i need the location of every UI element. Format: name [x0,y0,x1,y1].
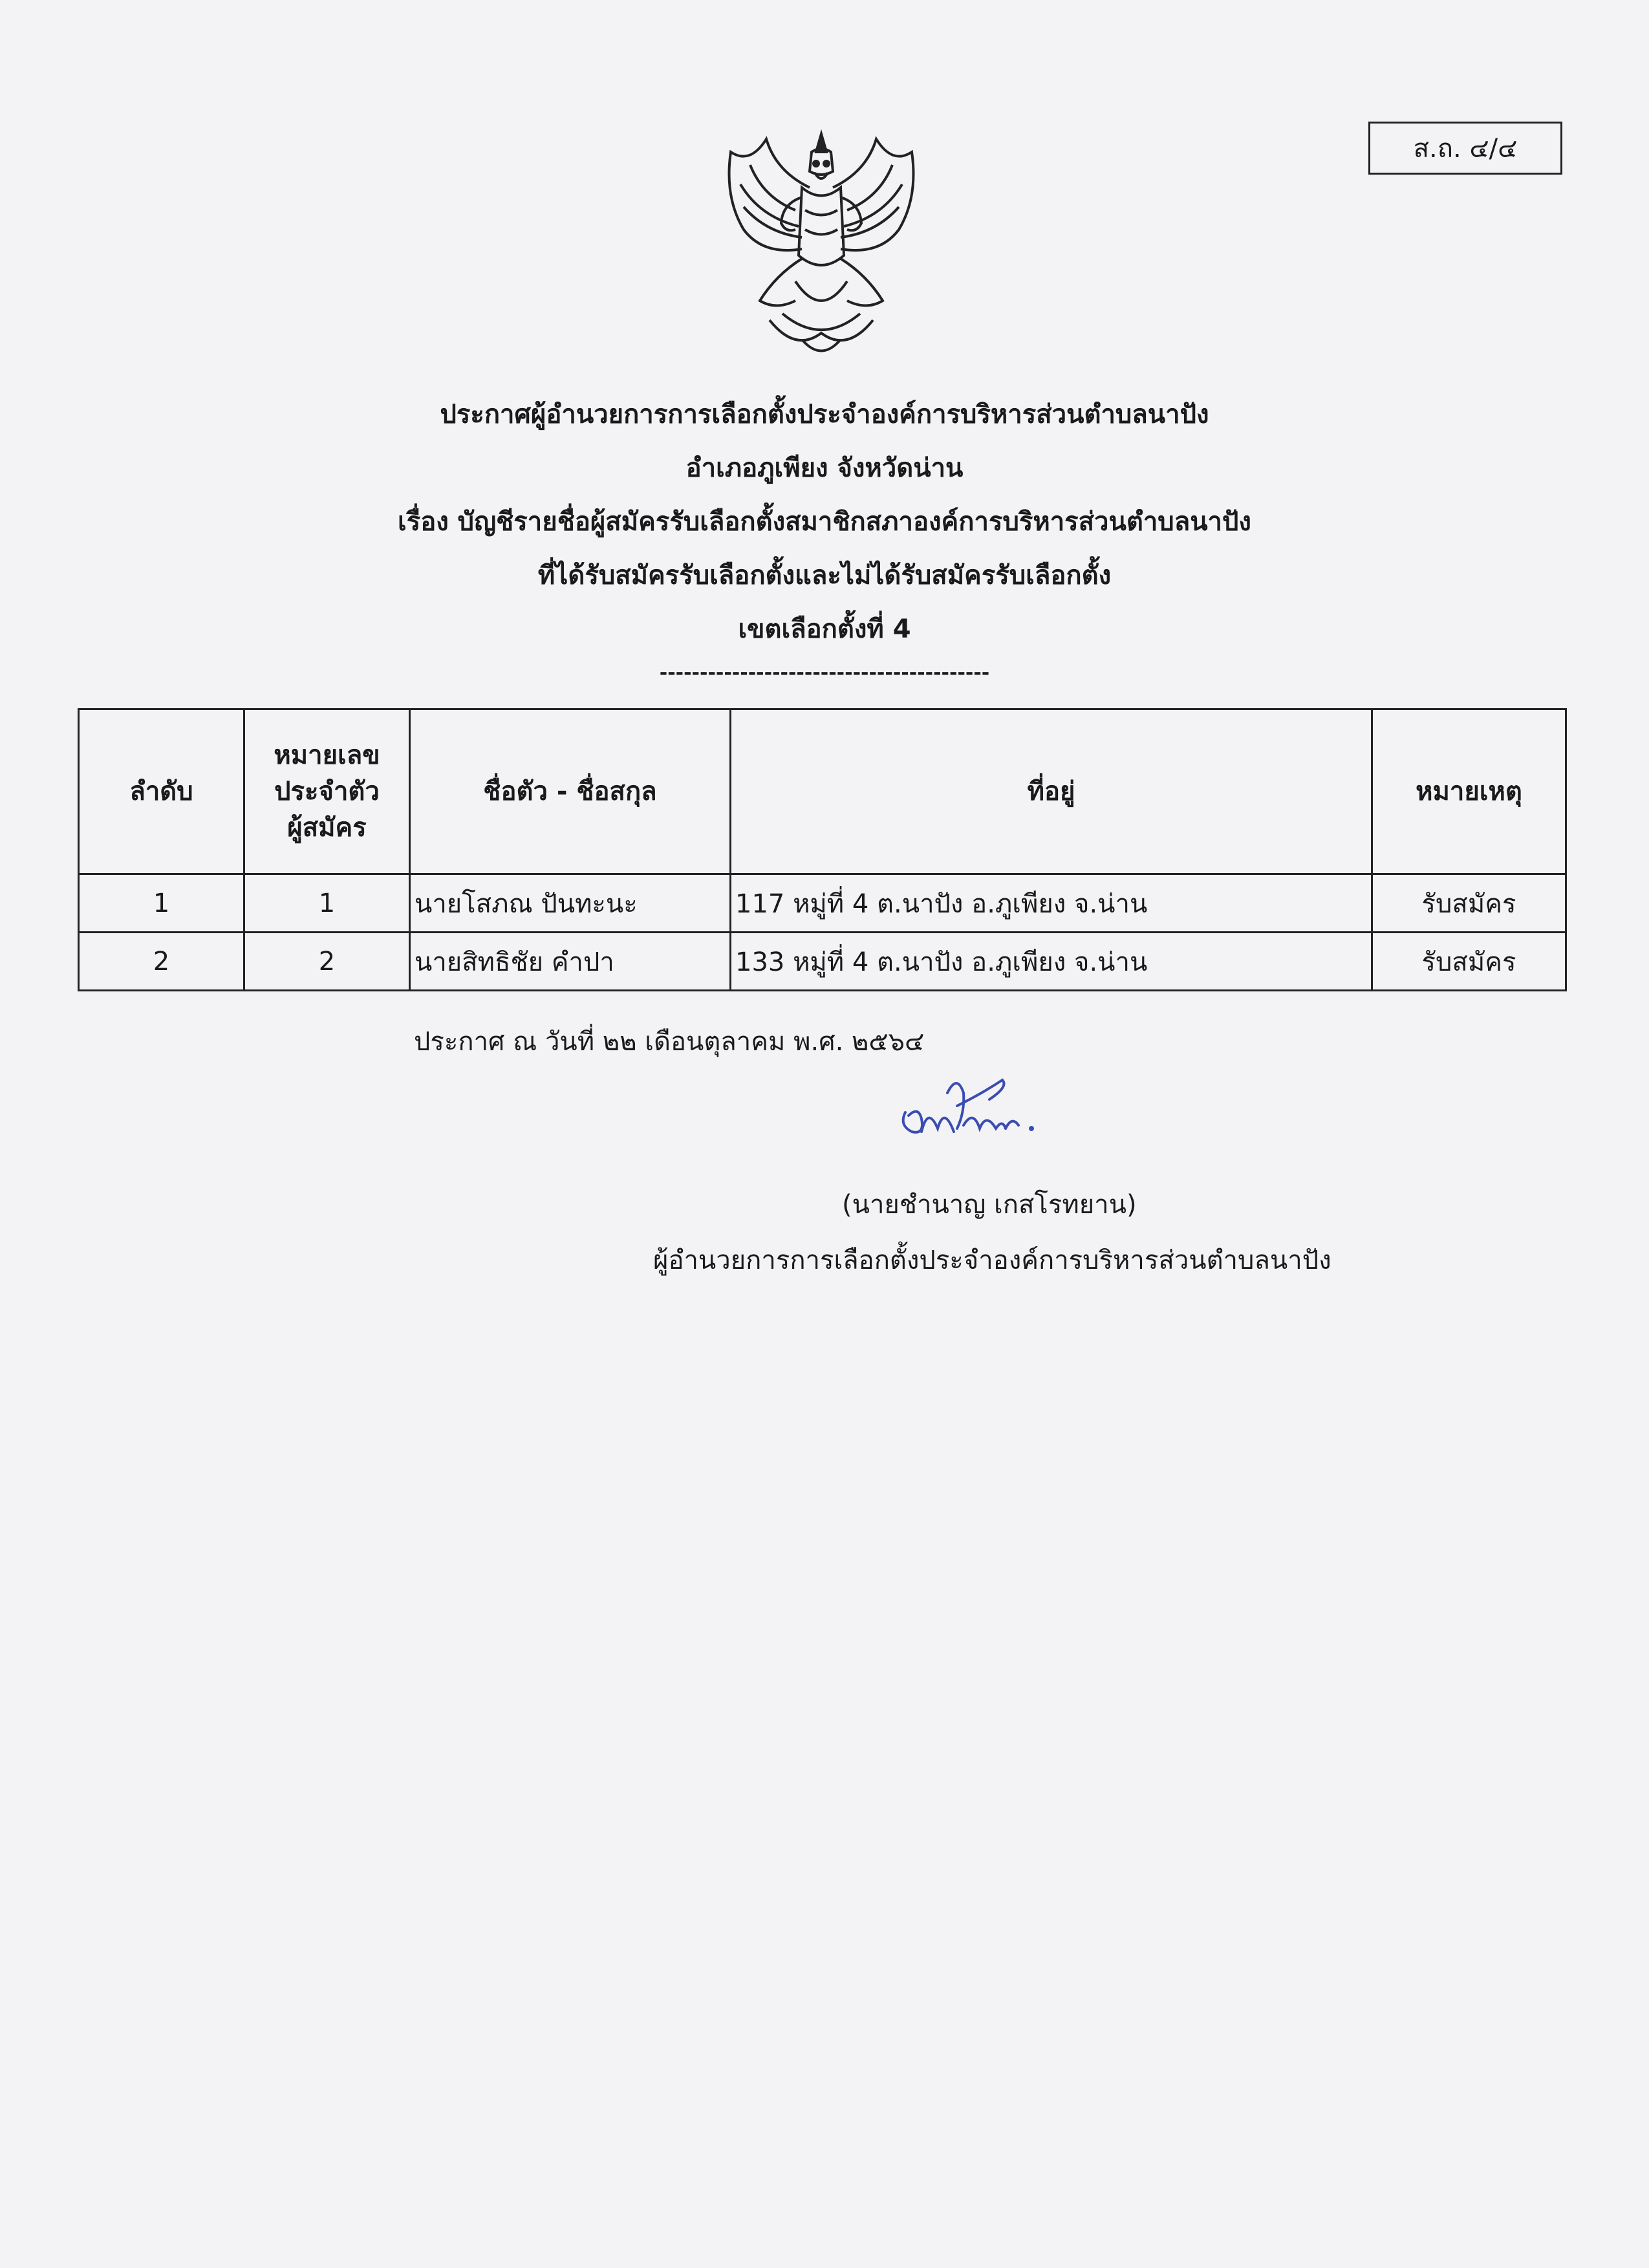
cell-address: 133 หมู่ที่ 4 ต.นาปัง อ.ภูเพียง จ.น่าน [731,933,1372,991]
cell-address: 117 หมู่ที่ 4 ต.นาปัง อ.ภูเพียง จ.น่าน [731,874,1372,933]
cell-order: 2 [79,933,244,991]
heading-line-3: เรื่อง บัญชีรายชื่อผู้สมัครรับเลือกตั้งสมาชิกสภาองค์การบริหารส่วนตำบลนาปัง [398,507,1251,537]
cell-number: 2 [244,933,410,991]
table-header-row [79,709,1566,874]
form-code-box [1368,122,1562,175]
heading-divider: ----------------------------------------- [659,662,990,684]
announcement-date: ประกาศ ณ วันที่ ๒๒ เดือนตุลาคม พ.ศ. ๒๕๖๔ [414,1027,925,1057]
cell-name: นายโสภณ ปันทะนะ [410,874,731,933]
signature-icon [892,1067,1054,1164]
garuda-emblem-icon [705,126,938,369]
header-number-line-3: ผู้สมัคร [287,813,367,843]
form-code: ส.ถ. ๔/๔ [1413,134,1518,164]
announcement-heading [0,388,1649,686]
cell-order: 1 [79,874,244,933]
header-note: หมายเหตุ [1372,709,1566,874]
heading-line-2: อำเภอภูเพียง จังหวัดน่าน [685,453,964,483]
signer-title: ผู้อำนวยการการเลือกตั้งประจำองค์การบริหารส่วนตำบลนาปัง [653,1246,1331,1275]
header-name: ชื่อตัว - ชื่อสกุล [410,709,731,874]
cell-number: 1 [244,874,410,933]
cell-note: รับสมัคร [1372,874,1566,933]
signer-name: (นายชำนาญ เกสโรทยาน) [842,1190,1137,1220]
header-number-line-1: หมายเลข [274,740,380,770]
table-row [79,933,1566,991]
header-order: ลำดับ [79,709,244,874]
header-number-line-2: ประจำตัว [274,777,380,806]
cell-note: รับสมัคร [1372,933,1566,991]
heading-line-5: เขตเลือกตั้งที่ 4 [738,614,911,644]
candidate-table [78,708,1567,991]
table-row [79,874,1566,933]
heading-line-1: ประกาศผู้อำนวยการการเลือกตั้งประจำองค์การบริหารส่วนตำบลนาปัง [440,400,1209,429]
heading-line-4: ที่ได้รับสมัครรับเลือกตั้งและไม่ได้รับสมัครรับเลือกตั้ง [537,561,1112,590]
cell-name: นายสิทธิชัย คำปา [410,933,731,991]
header-candidate-number [244,709,410,874]
header-address: ที่อยู่ [731,709,1372,874]
